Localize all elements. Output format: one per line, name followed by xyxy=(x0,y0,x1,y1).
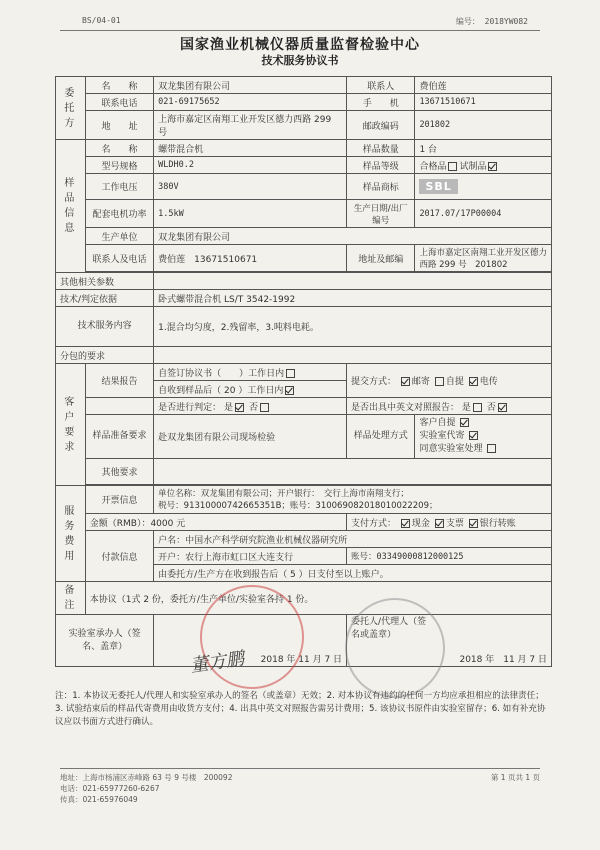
maker-address: 上海市嘉定区南翔工业开发区德力西路 299 号 201802 xyxy=(415,245,552,272)
amount-row xyxy=(56,514,552,531)
judge-yes-label: 是 xyxy=(224,402,234,413)
client-name-label: 名 称 xyxy=(85,77,153,94)
sample-brand xyxy=(415,174,552,200)
invoice-row xyxy=(56,486,552,514)
agreement-form xyxy=(55,76,552,667)
handle-labdispose-checkbox[interactable] xyxy=(487,444,496,453)
footer-tel: 电话：021-65977260-6267 xyxy=(60,784,160,793)
sample-row-voltage xyxy=(56,174,552,200)
sample-section-label: 样品信息 xyxy=(56,140,86,273)
handle-opt-1: 客户自提 xyxy=(419,417,547,430)
client-zip-label: 邮政编码 xyxy=(347,111,415,140)
bilingual-no-label: 否 xyxy=(486,402,496,413)
sample-power: 1.5kW xyxy=(154,200,347,228)
sample-model: WLDH0.2 xyxy=(154,157,347,174)
other-req-value xyxy=(154,459,552,485)
sample-qty: 1 台 xyxy=(415,140,552,157)
handle-opt-2: 实验室代寄 xyxy=(419,430,547,443)
header-rule xyxy=(60,30,540,31)
lab-signature: 董方鹏 xyxy=(189,648,246,677)
client-zip: 201802 xyxy=(415,111,552,140)
client-section-label: 委托方 xyxy=(56,77,86,140)
sample-name: 螺带混合机 xyxy=(154,140,347,157)
delivery-mail-label: 邮寄 xyxy=(411,377,430,387)
sample-row-model xyxy=(56,157,552,174)
grade-trial-checkbox[interactable] xyxy=(488,162,497,171)
prep-row xyxy=(56,415,552,459)
footer-address: 地址：上海市杨浦区赤峰路 63 号 9 号楼 200092 xyxy=(60,773,233,782)
judge-no-label: 否 xyxy=(248,402,258,413)
report-signed-checkbox[interactable] xyxy=(286,369,295,378)
other-params-label: 其他相关参数 xyxy=(56,273,154,290)
client-sign-date: 2018 年 11 月 7 日 xyxy=(459,655,547,665)
other-req-row xyxy=(56,459,552,485)
sample-maker-label: 生产单位 xyxy=(85,228,153,245)
bank: 开户：农行上海市虹口区大连支行 xyxy=(154,548,347,565)
pay-check-checkbox[interactable] xyxy=(435,519,444,528)
prep-label: 样品准备要求 xyxy=(85,415,153,459)
sample-voltage: 380V xyxy=(154,174,347,200)
account: 账号：03349000812000125 xyxy=(347,548,552,565)
client-contact: 费伯莲 xyxy=(415,77,552,94)
bilingual-no-checkbox[interactable] xyxy=(498,403,507,412)
remark-label: 备注 xyxy=(56,582,86,615)
bilingual-label: 是否出具中英文对照报告： xyxy=(351,402,460,413)
delivery-pickup-label: 自提 xyxy=(445,377,464,387)
pay-transfer-checkbox[interactable] xyxy=(469,519,478,528)
pay-check-label: 支票 xyxy=(445,518,464,529)
sample-date-label: 生产日期/出厂编号 xyxy=(347,200,415,228)
pay-method-cell xyxy=(347,514,552,531)
pay-transfer-label: 银行转账 xyxy=(479,518,516,529)
sample-row-contact xyxy=(56,245,552,272)
client-mobile-label: 手 机 xyxy=(347,94,415,111)
payee: 户名：中国水产科学研究院渔业机械仪器研究所 xyxy=(154,531,552,548)
client-phone-label: 联系电话 xyxy=(85,94,153,111)
client-phone: 021-69175652 xyxy=(154,94,347,111)
company-seal-gray xyxy=(345,598,445,698)
report-received-text: 自收到样品后（ 20 ）工作日内 xyxy=(158,385,284,396)
maker-address-label: 地址及邮编 xyxy=(347,245,415,272)
delivery-fax-checkbox[interactable] xyxy=(469,377,478,386)
sample-model-label: 型号规格 xyxy=(85,157,153,174)
remark-value: 本协议（1式 2 份，委托方/生产单位/实验室各持 1 份。 xyxy=(85,582,551,615)
maker-contact: 费伯莲 13671510671 xyxy=(154,245,347,272)
report-label: 结果报告 xyxy=(85,364,153,398)
sample-row-power xyxy=(56,200,552,228)
handle-labmail-checkbox[interactable] xyxy=(469,431,478,440)
delivery-label: 提交方式： xyxy=(351,377,397,387)
client-sign-label: 委托人/代理人（签名或盖章） xyxy=(351,617,427,640)
document-title: 技术服务协议书 xyxy=(261,54,339,67)
client-contact-label: 联系人 xyxy=(347,77,415,94)
remark-row xyxy=(56,582,552,615)
payment-label: 付款信息 xyxy=(85,531,153,582)
client-address: 上海市嘉定区南翔工业开发区德力西路 299 号 xyxy=(154,111,347,140)
handle-label: 样品处理方式 xyxy=(347,415,415,459)
footer-fax: 传真：021-65976049 xyxy=(60,795,138,804)
delivery-mail-checkbox[interactable] xyxy=(401,377,410,386)
other-params-value xyxy=(154,273,552,290)
service-row xyxy=(56,307,552,347)
subcontract-value xyxy=(154,347,552,364)
amount-cell xyxy=(85,514,346,531)
terms-notes: 注：1. 本协议无委托人/代理人和实验室承办人的签名（或盖章）无效；2. 对本协议有违约的任何一方均应承担相应的法律责任；3. 试验结束后的样品代寄费用由收货方支付；4. 出具中英文对照报告需另计费用；5. 该协议书原件由实验室留存；6. 如有补充协议应以书面方式进行确认。 xyxy=(55,691,546,727)
pay-method-label: 支付方式： xyxy=(351,518,397,529)
service-value: 1.混合均匀度，2.残留率，3.吨料电耗。 xyxy=(154,307,552,347)
client-name: 双龙集团有限公司 xyxy=(154,77,347,94)
prep-value: 赴双龙集团有限公司现场检验 xyxy=(154,415,347,459)
sample-voltage-label: 工作电压 xyxy=(85,174,153,200)
client-row-name xyxy=(56,77,552,94)
sample-row-maker xyxy=(56,228,552,245)
handle-opt-3: 同意实验室处理 xyxy=(419,443,547,456)
sample-power-label: 配套电机功率 xyxy=(85,200,153,228)
form-code: BS/04-01 xyxy=(82,16,121,25)
sample-brand-label: 样品商标 xyxy=(347,174,415,200)
sample-grade xyxy=(415,157,552,174)
grade-qualified-label: 合格品 xyxy=(419,161,447,172)
service-label: 技术服务内容 xyxy=(56,307,154,347)
judge-no-checkbox[interactable] xyxy=(260,403,269,412)
delivery-pickup-checkbox[interactable] xyxy=(435,377,444,386)
judge-yes-checkbox[interactable] xyxy=(235,403,244,412)
handle-selfpick-checkbox[interactable] xyxy=(460,418,469,427)
judgement-row xyxy=(56,398,552,415)
document-header xyxy=(60,12,540,28)
report-signed-text: 自签订协议书（ ）工作日内 xyxy=(158,368,285,379)
fees-section-label: 服务费用 xyxy=(56,486,86,582)
report-received xyxy=(154,381,347,398)
amount-value: 4000 元 xyxy=(150,518,186,529)
subcontract-label: 分包的要求 xyxy=(56,347,154,364)
invoice-line-2: 税号：91310000742665351B；账号：310069082018010022209； xyxy=(158,500,438,511)
center-title: 国家渔业机械仪器质量监督检验中心 xyxy=(180,37,420,53)
basis-label: 技术/判定依据 xyxy=(56,290,154,307)
pay-cash-label: 现金 xyxy=(411,518,430,529)
report-row-1 xyxy=(56,364,552,381)
handle-options xyxy=(415,415,552,459)
brand-logo: SBL xyxy=(419,179,457,194)
invoice-line-1: 单位名称：双龙集团有限公司；开户银行： 交行上海市南翔支行； xyxy=(158,488,409,499)
pay-cash-checkbox[interactable] xyxy=(401,519,410,528)
other-req-label: 其他要求 xyxy=(85,459,153,485)
sample-maker: 双龙集团有限公司 xyxy=(154,228,552,245)
client-row-phone xyxy=(56,94,552,111)
sample-date: 2017.07/17P00004 xyxy=(415,200,552,228)
lab-sign-date: 2018 年 11 月 7 日 xyxy=(154,615,347,667)
amount-label: 金额（RMB）： xyxy=(89,518,151,529)
subcontract-row xyxy=(56,347,552,364)
document-footer xyxy=(60,772,540,805)
invoice-info xyxy=(154,486,552,514)
judge-label: 是否进行判定： xyxy=(158,402,222,413)
delivery-fax-label: 电传 xyxy=(479,377,498,387)
sample-grade-label: 样品等级 xyxy=(347,157,415,174)
bilingual-cell xyxy=(347,398,552,415)
other-params-row xyxy=(56,273,552,290)
bilingual-yes-label: 是 xyxy=(461,402,471,413)
report-signed xyxy=(154,364,347,381)
requirements-section-label: 客户要求 xyxy=(56,364,86,486)
delivery-method xyxy=(347,364,552,398)
grade-qualified-checkbox[interactable] xyxy=(448,162,457,171)
sample-name-label: 名 称 xyxy=(85,140,153,157)
basis-value: 卧式螺带混合机 LS/T 3542-1992 xyxy=(154,290,552,307)
page-number: 第 1 页共 1 页 xyxy=(490,773,540,782)
client-address-label: 地 址 xyxy=(85,111,153,140)
report-received-checkbox[interactable] xyxy=(285,386,294,395)
lab-sign-label: 实验室承办人（签名、盖章） xyxy=(56,615,154,667)
serial-number: 编号： 2018YW082 xyxy=(455,17,528,26)
sample-row-name xyxy=(56,140,552,157)
sample-qty-label: 样品数量 xyxy=(347,140,415,157)
grade-trial-label: 试制品 xyxy=(459,161,487,172)
maker-contact-label: 联系人及电话 xyxy=(85,245,153,272)
basis-row xyxy=(56,290,552,307)
judge-cell xyxy=(154,398,347,415)
pay-note: 由委托方/生产方在收到报告后（ 5 ）日支付至以上账户。 xyxy=(154,565,552,582)
payee-row xyxy=(56,531,552,548)
client-row-address xyxy=(56,111,552,140)
footer-rule xyxy=(60,768,540,769)
bilingual-yes-checkbox[interactable] xyxy=(473,403,482,412)
client-mobile: 13671510671 xyxy=(415,94,552,111)
invoice-label: 开票信息 xyxy=(85,486,153,514)
